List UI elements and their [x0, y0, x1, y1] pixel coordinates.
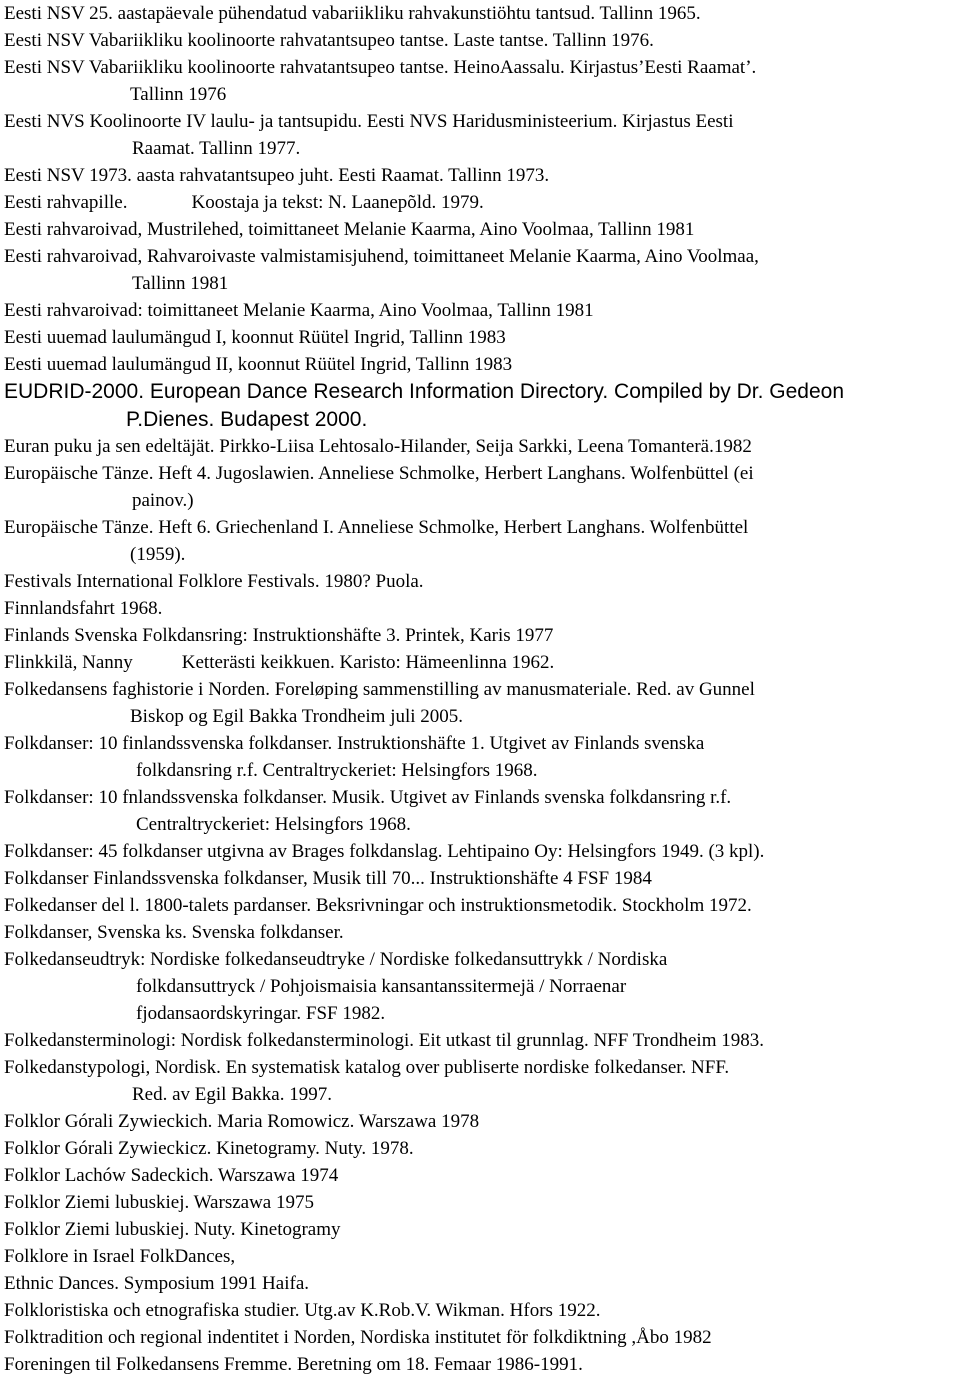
entry-text: Eesti NSV 25. aastapäevale pühendatud vabariikliku rahvakunstiöhtu tantsud. Tallinn 1965.	[4, 3, 701, 24]
bib-entry	[4, 189, 958, 216]
entry-text: Folkedanser del l. 1800-talets pardanser. Beksrivningar och instruktionsmetodik. Stockholm 1972.	[4, 895, 752, 916]
bib-entry	[4, 1270, 958, 1297]
bib-entry	[4, 784, 958, 838]
bib-entry	[4, 162, 958, 189]
entry-continuation: painov.)	[132, 490, 194, 511]
entry-text: Eesti rahvaroivad: toimittaneet Melanie Kaarma, Aino Voolmaa, Tallinn 1981	[4, 300, 594, 321]
entry-text: Europäische Tänze. Heft 4. Jugoslawien. Anneliese Schmolke, Herbert Langhans. Wolfenbüttel (ei	[4, 463, 754, 484]
bib-entry	[4, 919, 958, 946]
entry-details: Ketterästi keikkuen. Karisto: Hämeenlinna 1962.	[181, 652, 555, 673]
entry-continuation: fjodansaordskyringar. FSF 1982.	[136, 1003, 386, 1024]
entry-text: Folklor Górali Zywieckich. Maria Romowicz. Warszawa 1978	[4, 1111, 480, 1132]
bib-entry	[4, 243, 958, 297]
bibliography-page	[4, 0, 958, 1378]
bib-entry	[4, 1108, 958, 1135]
entry-text: Folkdanser Finlandssvenska folkdanser, Musik till 70... Instruktionshäfte 4 FSF 1984	[4, 868, 652, 889]
entry-text: Eesti rahvaroivad, Mustrilehed, toimittaneet Melanie Kaarma, Aino Voolmaa, Tallinn 1981	[4, 219, 695, 240]
entry-text: Folkedansens faghistorie i Norden. Foreløping sammenstilling av manusmateriale. Red. av Gunnel	[4, 679, 755, 700]
entry-continuation: Tallinn 1976	[130, 84, 227, 105]
entry-text: Folkdanser: 10 fnlandssvenska folkdanser. Musik. Utgivet av Finlands svenska folkdansring r.f.	[4, 787, 732, 808]
bib-entry	[4, 892, 958, 919]
bib-entry	[4, 1351, 958, 1378]
entry-text: Folklore in Israel FolkDances,	[4, 1246, 236, 1267]
entry-continuation: Centraltryckeriet: Helsingfors 1968.	[136, 814, 411, 835]
bib-entry	[4, 946, 958, 1027]
bib-entry	[4, 54, 958, 108]
bib-entry	[4, 1054, 958, 1108]
entry-details: Koostaja ja tekst: N. Laanepõld. 1979.	[191, 192, 484, 213]
bib-entry	[4, 297, 958, 324]
entry-text: Folklor Ziemi lubuskiej. Warszawa 1975	[4, 1192, 314, 1213]
bib-entry	[4, 865, 958, 892]
entry-text: Folkdanser: 10 finlandssvenska folkdanser. Instruktionshäfte 1. Utgivet av Finlands svenska	[4, 733, 705, 754]
bib-entry	[4, 1162, 958, 1189]
entry-text: Eesti uuemad laulumängud I, koonnut Rüütel Ingrid, Tallinn 1983	[4, 327, 506, 348]
bib-entry	[4, 1324, 958, 1351]
bib-entry	[4, 0, 958, 27]
entry-text: Folkdanser: 45 folkdanser utgivna av Brages folkdanslag. Lehtipaino Oy: Helsingfors 1949. (3 kpl).	[4, 841, 765, 862]
bib-entry	[4, 108, 958, 162]
bib-entry	[4, 1216, 958, 1243]
entry-continuation: Tallinn 1981	[132, 273, 229, 294]
entry-text: Euran puku ja sen edeltäjät. Pirkko-Liisa Lehtosalo-Hilander, Seija Sarkki, Leena Tomanterä.1982	[4, 436, 752, 457]
entry-text: Folkdanser, Svenska ks. Svenska folkdanser.	[4, 922, 344, 943]
entry-text: Folklor Ziemi lubuskiej. Nuty. Kinetogramy	[4, 1219, 341, 1240]
bib-entry	[4, 649, 958, 676]
bib-entry	[4, 378, 958, 433]
bib-entry	[4, 514, 958, 568]
bib-entry	[4, 568, 958, 595]
entry-text: Eesti NVS Koolinoorte IV laulu- ja tantsupidu. Eesti NVS Haridusministeerium. Kirjastus Eesti	[4, 111, 734, 132]
bib-entry	[4, 27, 958, 54]
entry-text: Festivals International Folklore Festivals. 1980? Puola.	[4, 571, 424, 592]
entry-continuation: Raamat. Tallinn 1977.	[132, 138, 301, 159]
bib-entry	[4, 1027, 958, 1054]
entry-text: Folktradition och regional indentitet i Norden, Nordiska institutet för folkdiktning ,Åbo 1982	[4, 1327, 712, 1348]
entry-text: EUDRID-2000. European Dance Research Information Directory. Compiled by Dr. Gedeon	[4, 380, 844, 403]
bib-entry	[4, 622, 958, 649]
entry-continuation: P.Dienes. Budapest 2000.	[126, 407, 368, 431]
bib-entry	[4, 216, 958, 243]
bib-entry	[4, 1189, 958, 1216]
entry-text: Folkedanseudtryk: Nordiske folkedanseudtryke / Nordiske folkedansuttrykk / Nordiska	[4, 949, 668, 970]
entry-text: Folkedansterminologi: Nordisk folkedansterminologi. Eit utkast til grunnlag. NFF Trondheim 1983.	[4, 1030, 764, 1051]
bib-entry	[4, 730, 958, 784]
entry-text: Ethnic Dances. Symposium 1991 Haifa.	[4, 1273, 310, 1294]
bib-entry	[4, 351, 958, 378]
bib-entry	[4, 676, 958, 730]
entry-continuation: Red. av Egil Bakka. 1997.	[132, 1084, 332, 1105]
bib-entry	[4, 838, 958, 865]
bib-entry	[4, 595, 958, 622]
entry-continuation: Biskop og Egil Bakka Trondheim juli 2005.	[130, 706, 464, 727]
entry-text: Folklor Lachów Sadeckich. Warszawa 1974	[4, 1165, 339, 1186]
entry-text: Finnlandsfahrt 1968.	[4, 598, 163, 619]
bib-entry	[4, 1243, 958, 1270]
entry-text: Eesti uuemad laulumängud II, koonnut Rüütel Ingrid, Tallinn 1983	[4, 354, 513, 375]
bib-entry	[4, 1135, 958, 1162]
entry-author: Flinkkilä, Nanny	[4, 652, 133, 673]
bib-entry	[4, 433, 958, 460]
entry-text: Folkloristiska och etnografiska studier. Utg.av K.Rob.V. Wikman. Hfors 1922.	[4, 1300, 601, 1321]
bib-entry	[4, 324, 958, 351]
entry-text: Folkedanstypologi, Nordisk. En systematisk katalog over publiserte nordiske folkedanser. NFF.	[4, 1057, 730, 1078]
entry-text: Foreningen til Folkedansens Fremme. Beretning om 18. Femaar 1986-1991.	[4, 1354, 583, 1375]
entry-title: Eesti rahvapille.	[4, 192, 128, 213]
entry-continuation: folkdansuttryck / Pohjoismaisia kansantanssitermejä / Norraenar	[136, 976, 627, 997]
entry-text: Finlands Svenska Folkdansring: Instruktionshäfte 3. Printek, Karis 1977	[4, 625, 554, 646]
bib-entry	[4, 1297, 958, 1324]
entry-text: Europäische Tänze. Heft 6. Griechenland I. Anneliese Schmolke, Herbert Langhans. Wolfenbüttel	[4, 517, 749, 538]
entry-text: Folklor Górali Zywieckicz. Kinetogramy. Nuty. 1978.	[4, 1138, 414, 1159]
entry-continuation: folkdansring r.f. Centraltryckeriet: Helsingfors 1968.	[136, 760, 538, 781]
entry-text: Eesti NSV Vabariikliku koolinoorte rahvatantsupeo tantse. HeinoAassalu. Kirjastus’Eesti Raamat’.	[4, 57, 757, 78]
entry-text: Eesti rahvaroivad, Rahvaroivaste valmistamisjuhend, toimittaneet Melanie Kaarma, Aino Voolmaa,	[4, 246, 759, 267]
entry-text: Eesti NSV 1973. aasta rahvatantsupeo juht. Eesti Raamat. Tallinn 1973.	[4, 165, 550, 186]
bib-entry	[4, 460, 958, 514]
entry-text: Eesti NSV Vabariikliku koolinoorte rahvatantsupeo tantse. Laste tantse. Tallinn 1976.	[4, 30, 654, 51]
entry-continuation: (1959).	[130, 544, 186, 565]
